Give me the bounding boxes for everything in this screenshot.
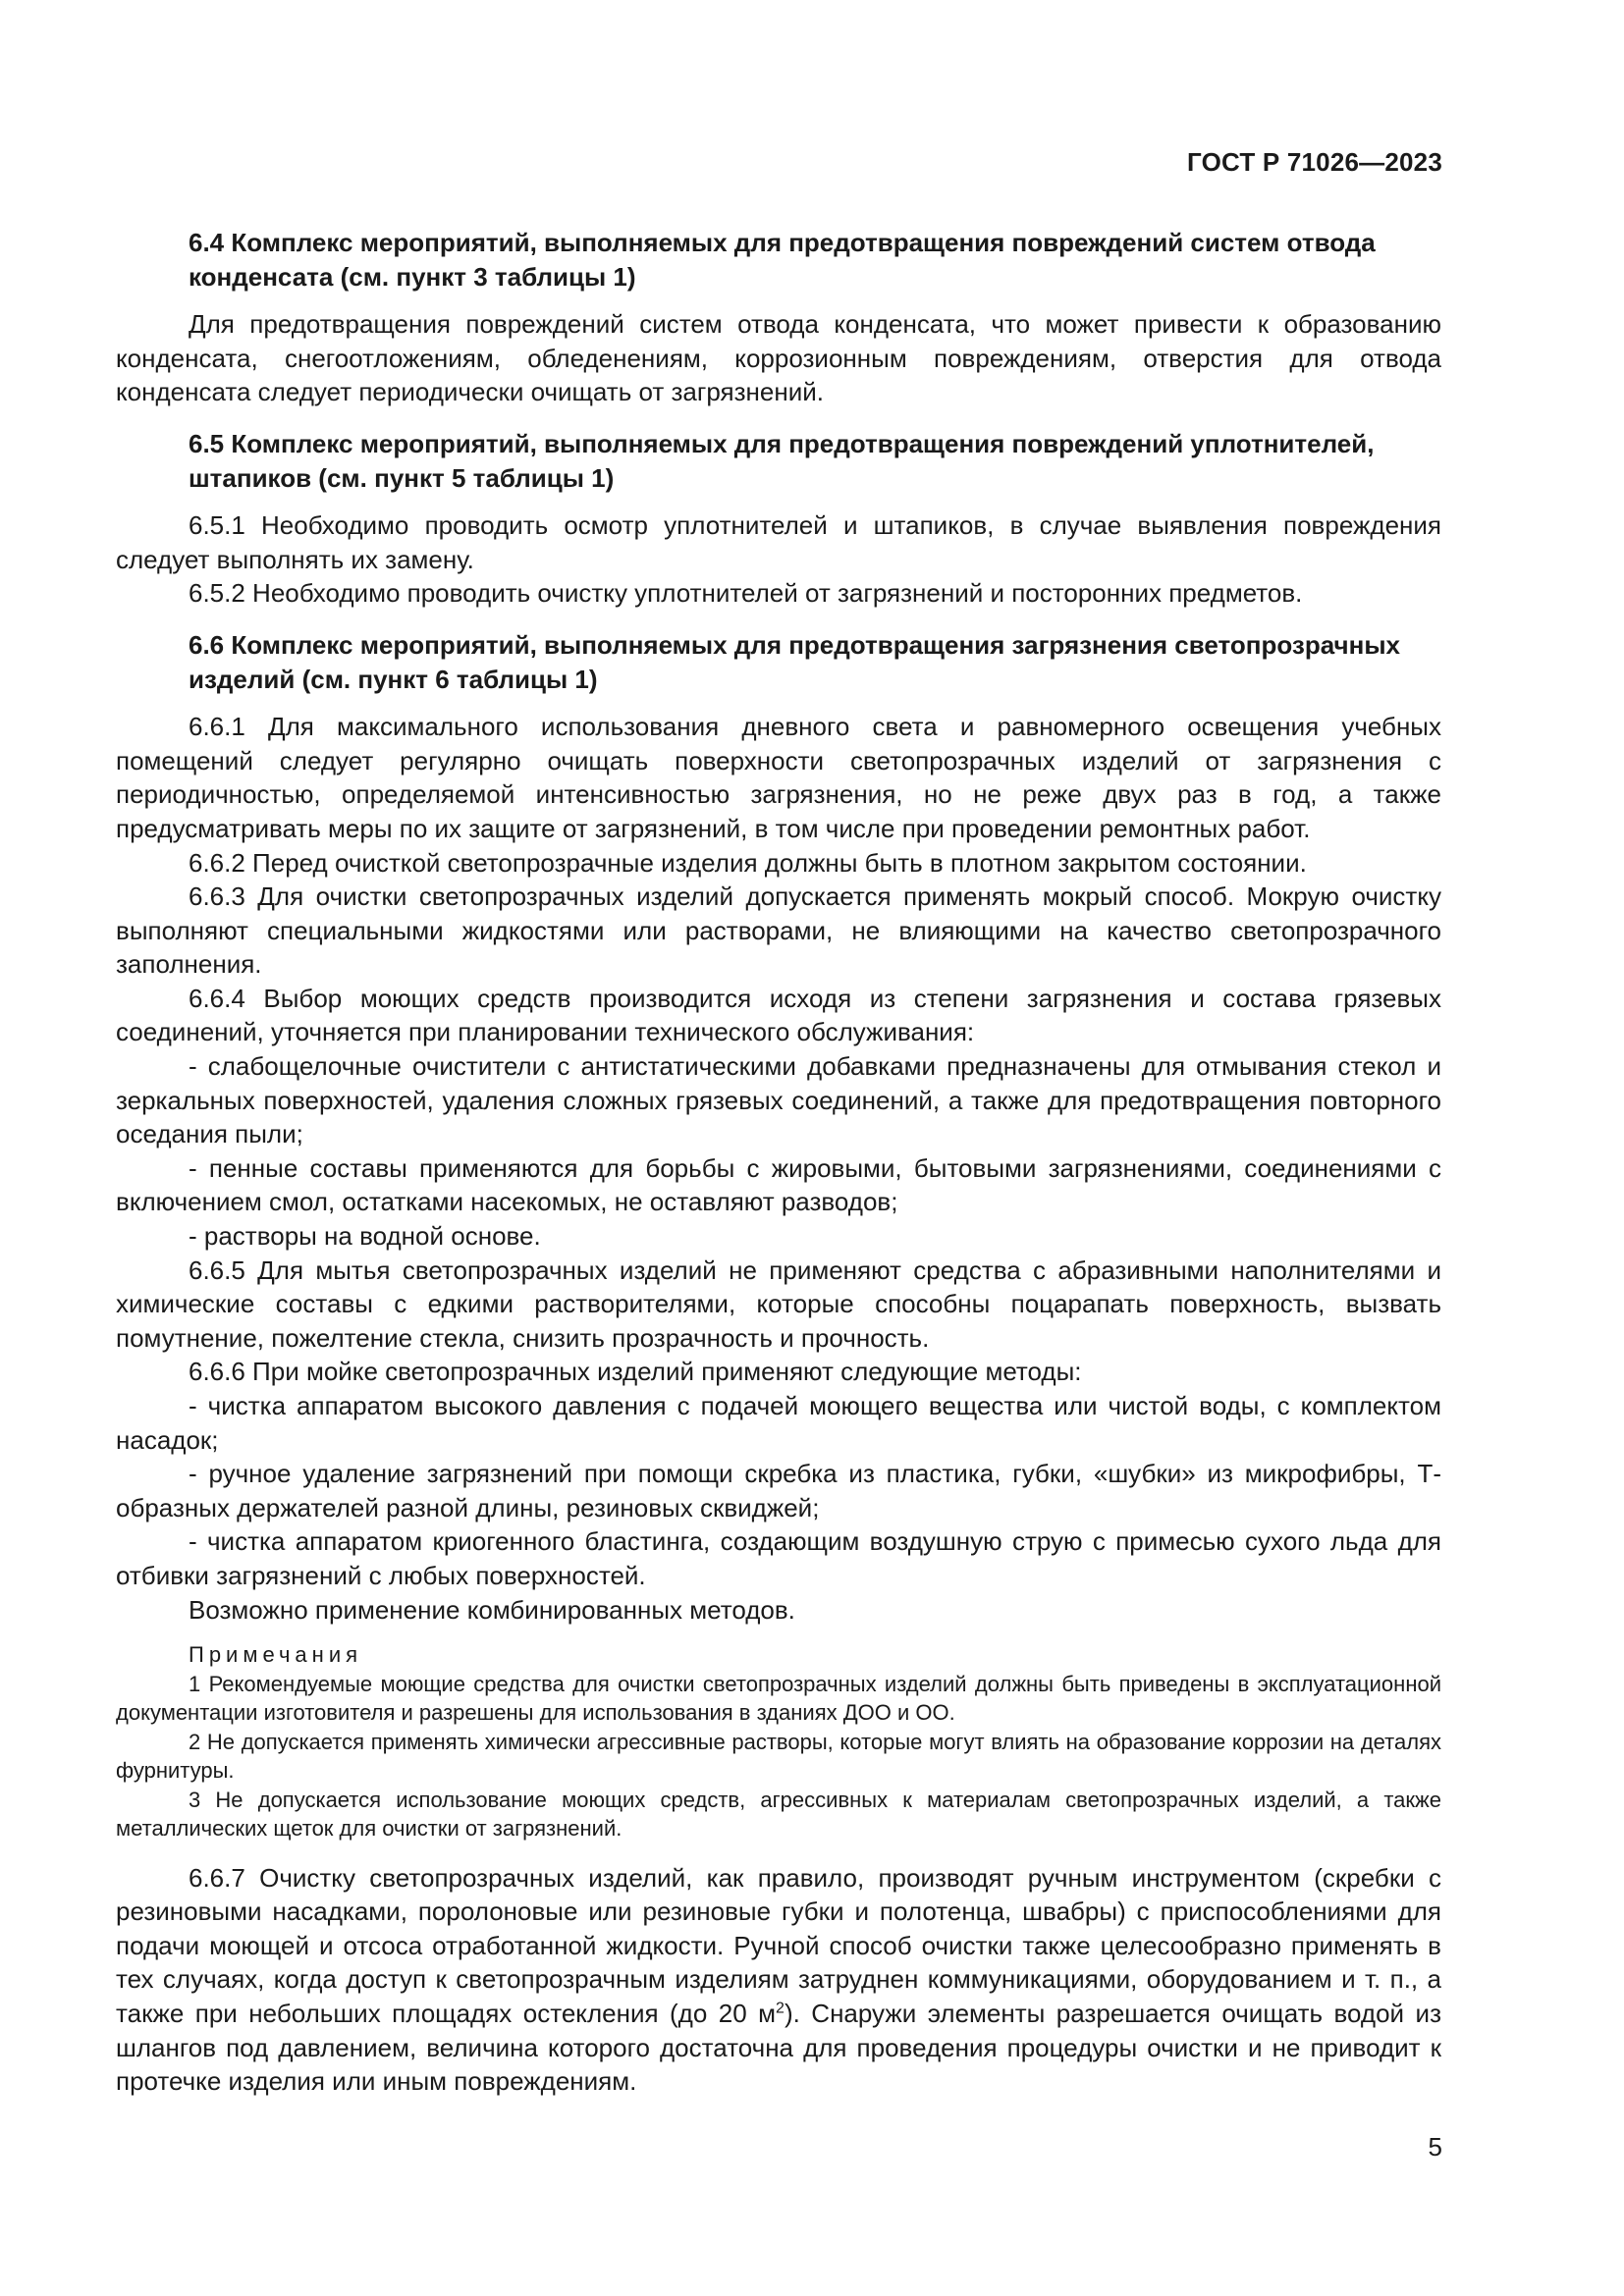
paragraph-6-6-5: 6.6.5 Для мытья светопрозрачных изделий не применяют средства с абразивными наполнителями и химические составы с едкими растворителями, которые способны поцарапать поверхность, вызвать помутнение, пожелтение стекла, снизить прозрачность и прочность.: [116, 1255, 1441, 1353]
superscript-2: 2: [776, 2000, 785, 2017]
paragraph-6-6-4: 6.6.4 Выбор моющих средств производится исходя из степени загрязнения и состава грязевых соединений, уточняется при планировании технического обслуживания:: [116, 983, 1441, 1047]
paragraph-6-5-2: 6.5.2 Необходимо проводить очистку уплотнителей от загрязнений и посторонних предметов.: [189, 578, 1303, 609]
paragraph-6-4: Для предотвращения повреждений систем отвода конденсата, что может привести к образованию конденсата, снегоотложениям, обледенениям, коррозионным повреждениям, отверстия для отвода конденсата следует периодически очищать от загрязнений.: [116, 309, 1441, 407]
paragraph-6-6-6: 6.6.6 При мойке светопрозрачных изделий применяют следующие методы:: [189, 1357, 1082, 1387]
section-heading-6-6: 6.6 Комплекс мероприятий, выполняемых для предотвращения загрязнения светопрозрачных изделий (см. пункт 6 таблицы 1): [189, 629, 1400, 694]
paragraph-combined-methods: Возможно применение комбинированных методов.: [189, 1594, 795, 1625]
list-item: - чистка аппаратом высокого давления с подачей моющего вещества или чистой воды, с комплектом насадок;: [116, 1391, 1441, 1455]
note-item: 1 Рекомендуемые моющие средства для очистки светопрозрачных изделий должны быть приведены в эксплуатационной документации изготовителя и разрешены для использования в зданиях ДОО и ОО.: [116, 1671, 1441, 1726]
list-item: - чистка аппаратом криогенного бластинга, создающим воздушную струю с примесью сухого льда для отбивки загрязнений с любых поверхностей.: [116, 1526, 1441, 1590]
standard-code: ГОСТ Р 71026—2023: [1187, 147, 1442, 177]
paragraph-6-6-1: 6.6.1 Для максимального использования дневного света и равномерного освещения учебных помещений следует регулярно очищать поверхности светопрозрачных изделий от загрязнения с периодичностью, определяемой интенсивностью загрязнения, но не реже двух раз в год, а также предусматривать меры по их защите от загрязнений, в том числе при проведении ремонтных работ.: [116, 712, 1441, 843]
note-item: 2 Не допускается применять химически агрессивные растворы, которые могут влиять на образование коррозии на деталях фурнитуры.: [116, 1729, 1441, 1784]
paragraph-6-6-2: 6.6.2 Перед очисткой светопрозрачные изделия должны быть в плотном закрытом состоянии.: [189, 847, 1307, 878]
note-item: 3 Не допускается использование моющих средств, агрессивных к материалам светопрозрачных изделий, а также металлических щеток для очистки от загрязнений.: [116, 1787, 1441, 1842]
list-item: - ручное удаление загрязнений при помощи скребка из пластика, губки, «шубки» из микрофибры, Т-образных держателей разной длины, резиновых сквиджей;: [116, 1459, 1441, 1522]
section-heading-6-5: 6.5 Комплекс мероприятий, выполняемых для предотвращения повреждений уплотнителей, штапиков (см. пункт 5 таблицы 1): [189, 428, 1375, 493]
paragraph-6-6-7-part-1: 6.6.7 Очистку светопрозрачных изделий, как правило, производят ручным инструментом (скребки с резиновыми насадками, поролоновые или резиновые губки и полотенца, швабры) с приспособлениями для подачи моющей и отсоса отработанной жидкости. Ручной способ очистки также целесообразно применять в тех случаях, когда доступ к светопрозрачным изделиям затруднен коммуникациями, оборудованием и т. п., а также при небольших площадях остекления (до 20 м: [116, 1862, 1441, 2029]
section-heading-6-4: 6.4 Комплекс мероприятий, выполняемых для предотвращения повреждений систем отвода конденсата (см. пункт 3 таблицы 1): [189, 228, 1376, 292]
paragraph-6-6-7-part-2: ). Снаружи элементы разрешается очищать водой из шлангов под давлением, величина которого достаточна для проведения процедуры очистки и не приводит к протечке изделия или иным повреждениям.: [116, 1999, 1441, 2097]
paragraph-6-6-3: 6.6.3 Для очистки светопрозрачных изделий допускается применять мокрый способ. Мокрую очистку выполняют специальными жидкостями или растворами, не влияющими на качество светопрозрачного заполнения.: [116, 881, 1441, 980]
page-number: 5: [1428, 2132, 1442, 2162]
paragraph-6-6-7: [116, 1861, 1441, 2099]
list-item: - пенные составы применяются для борьбы с жировыми, бытовыми загрязнениями, соединениями с включением смол, остатками насекомых, не оставляют разводов;: [116, 1152, 1441, 1217]
notes-block: [116, 1640, 1441, 1843]
paragraph-6-5-1: 6.5.1 Необходимо проводить осмотр уплотнителей и штапиков, в случае выявления повреждения следует выполнять их замену.: [116, 510, 1441, 574]
list-item: - растворы на водной основе.: [189, 1221, 541, 1252]
list-item: - слабощелочные очистители с антистатическими добавками предназначены для отмывания стекол и зеркальных поверхностей, удаления сложных грязевых соединений, а также для предотвращения повторного оседания пыли;: [116, 1051, 1441, 1149]
notes-title: Примечания: [189, 1642, 363, 1668]
document-body: [116, 226, 1441, 2099]
